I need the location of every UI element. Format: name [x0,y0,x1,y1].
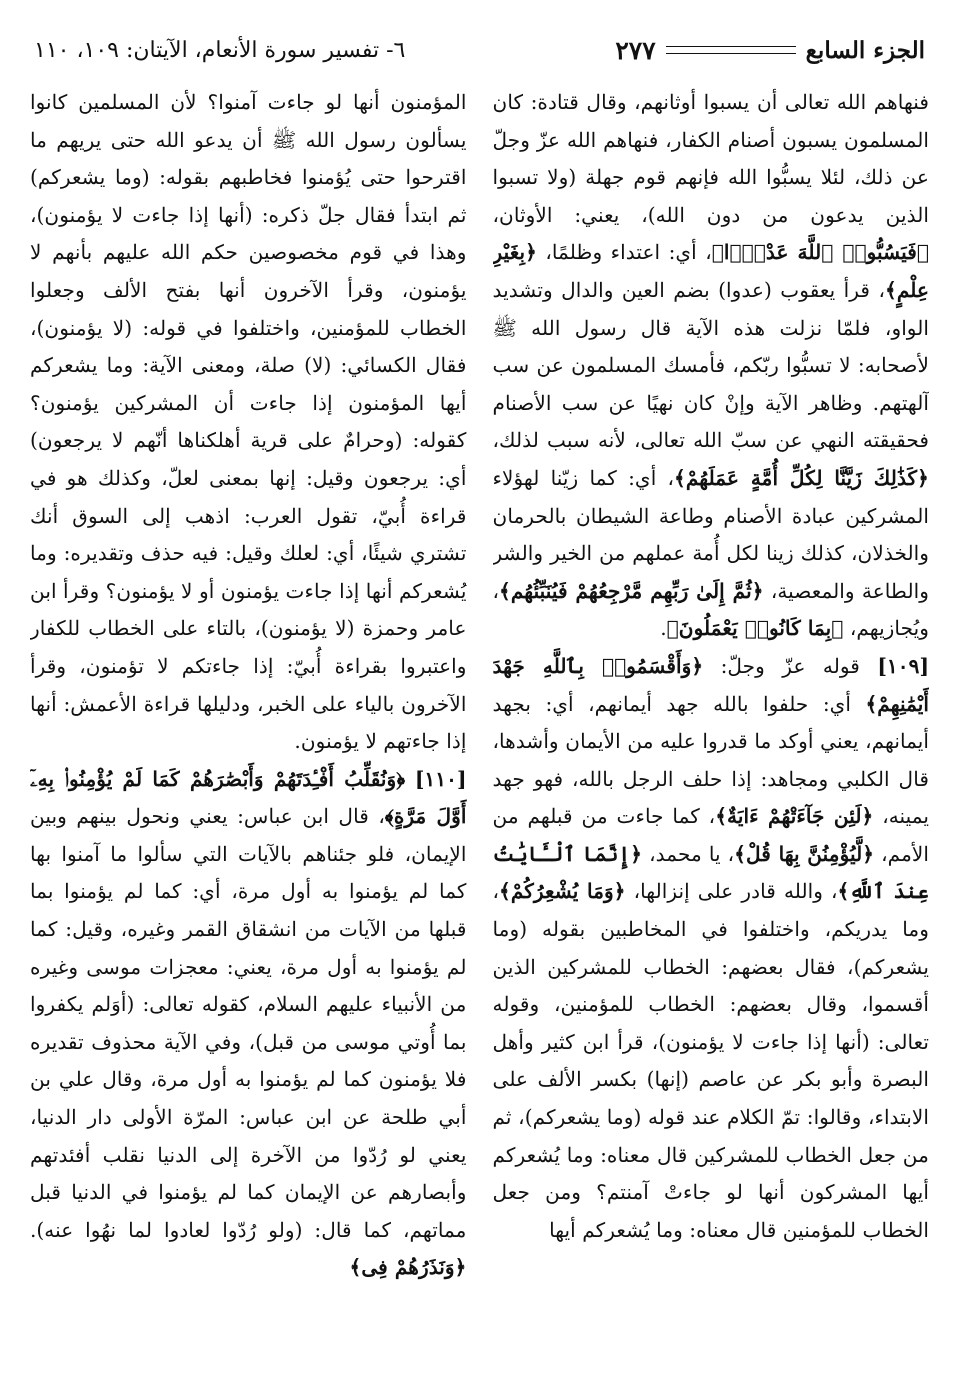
quran-verse: ﴿فَيَسُبُّوا۟ ٱللَّهَ عَدْوًۢا﴾ [711,240,929,265]
text-columns [30,84,929,1375]
quran-verse: ﴿وَمَا يُشْعِرُكُمْ﴾ [499,879,626,904]
quran-verse: ﴿ثُمَّ إِلَىٰ رَبِّهِم مَّرْجِعُهُمْ فَيُنَبِّئُهُم﴾ [499,578,764,603]
quran-verse: ﴿كَذَٰلِكَ زَيَّنَّا لِكُلِّ أُمَّةٍ عَمَلَهُمْ﴾ [674,465,929,490]
quran-verse: ﴿وَأَقْسَمُوا۟ بِٱللَّهِ جَهْدَ أَيْمَٰنِهِمْ﴾ [492,653,929,716]
header-double-rule [666,46,796,54]
chapter-title: ٦- تفسير سورة الأنعام، الآيتان: ١٠٩، ١١٠ [34,37,406,63]
quran-verse: ﴿وَنَذَرُهُمْ فِى﴾ [349,1255,467,1280]
paragraph: المؤمنون أنها لو جاءت آمنوا؟ لأن المسلمين كانوا يسألون رسول الله ﷺ أن يدعو الله حتى يريهم ما اقترحوا حتى يُؤمنوا فخاطبهم بقوله: (وما يشعركم) ثم ابتدأ فقال جلّ ذكره: (أنها إذا جاءت لا يؤمنون)، وهذا في قوم مخصوصين حكم الله عليهم بأنهم لا يؤمنون، وقرأ الآخرون أنها بفتح الألف وجعلوا الخطاب للمؤمنين، واختلفوا في قوله: (لا يؤمنون)، فقال الكسائي: (لا) صلة، ومعنى الآية: وما يشعركم أيها المؤمنون إذا جاءت أن المشركين يؤمنون؟ كقوله: (وحرامٌ على قرية أهلكناها أنّهم لا يرجعون) أي: يرجعون وقيل: إنها بمعنى لعلّ، وكذلك هو في قراءة أُبيّ، تقول العرب: اذهب إلى السوق أنك تشتري شيئًا، أي: لعلك وقيل: فيه حذف وتقديره: وما يُشعركم أنها إذا جاءت يؤمنون أو لا يؤمنون؟ وقرأ ابن عامر وحمزة (لا يؤمنون)، بالتاء على الخطاب للكفار واعتبروا بقراءة أُبيّ: إذا جاءتكم لا تؤمنون، وقرأ الآخرون بالياء على الخبر، ودليلها قراءة الأعمش: أنها إذا جاءتهم لا يؤمنون. [30,90,467,754]
quran-verse: ﴿بِمَا كَانُوا۟ يَعْمَلُونَ﴾ [666,616,844,641]
quran-verse: ﴿إِنَّمَا ٱلْـَٔايَٰتُ عِندَ ٱللَّهِ﴾ [492,841,929,904]
page-number: ٢٧٧ [615,35,656,65]
right-column [493,84,930,1375]
paragraph-109: [١٠٩] قوله عزّ وجلّ: ﴿وَأَقْسَمُوا۟ بِٱللَّهِ جَهْدَ أَيْمَٰنِهِمْ﴾ أي: حلفوا بالله جهد أيمانهم، أي: بجهد أيمانهم، يعني أوكد ما قدروا عليه من الأيمان وأشدها، قال الكلبي ومجاهد: إذا حلف الرجل بالله، فهو جهد يمينه، ﴿لَئِن جَآءَتْهُمْ ءَايَةٌ﴾، كما جاءت من قبلهم من الأمم، ﴿لَّيُؤْمِنُنَّ بِهَا قُلْ﴾، يا محمد، ﴿إِنَّمَا ٱلْـَٔايَٰتُ عِندَ ٱللَّهِ﴾، والله قادر على إنزالها، ﴿وَمَا يُشْعِرُكُمْ﴾، وما يدريكم، واختلفوا في المخاطبين بقوله (وما يشعركم)، فقال بعضهم: الخطاب للمشركين الذين أقسموا، وقال بعضهم: الخطاب للمؤمنين، وقوله تعالى: (أنها إذا جاءت لا يؤمنون)، قرأ ابن كثير وأهل البصرة وأبو بكر عن عاصم (إنها) بكسر الألف على الابتداء، وقالوا: تمّ الكلام عند قوله (وما يشعركم)، ثم من جعل الخطاب للمشركين قال معناه: وما يُشعركم أيها المشركون أنها لو جاءتْ آمنتم؟ ومن جعل الخطاب للمؤمنين قال معناه: وما يُشعركم أيها [492,653,929,1242]
verse-number: [١١٠] [414,766,467,791]
quran-verse: ﴿وَنُقَلِّبُ أَفْـِٔدَتَهُمْ وَأَبْصَٰرَهُمْ كَمَا لَمْ يُؤْمِنُوا۟ بِهِۦٓ أَوَّلَ مَرَّةٍ﴾ [30,766,467,829]
quran-verse: ﴿بِغَيْرِ عِلْمٍ﴾ [492,240,929,302]
left-column [30,84,467,1375]
juz-label: الجزء السابع [805,36,925,64]
running-header [34,30,925,70]
quran-verse: ﴿لَئِن جَآءَتْهُمْ ءَايَةٌ﴾ [715,804,874,829]
quran-verse: ﴿لَّيُؤْمِنُنَّ بِهَا قُلْ﴾ [734,841,875,866]
paragraph-110: [١١٠] ﴿وَنُقَلِّبُ أَفْـِٔدَتَهُمْ وَأَبْصَٰرَهُمْ كَمَا لَمْ يُؤْمِنُوا۟ بِهِۦٓ أَوَّلَ مَرَّةٍ﴾، قال ابن عباس: يعني ونحول بينهم وبين الإيمان، فلو جئناهم بالآيات التي سألوا ما آمنوا بها كما لم يؤمنوا به أول مرة، أي: كما لم يؤمنوا بما قبلها من الآيات من انشقاق القمر وغيره، وقيل: كما لم يؤمنوا به أول مرة، يعني: معجزات موسى وغيره من الأنبياء عليهم السلام، كقوله تعالى: (أوَلم يكفروا بما أُوتي موسى من قبل)، وفي الآية محذوف تقديره فلا يؤمنون كما لم يؤمنوا به أول مرة، وقال علي بن أبي طلحة عن ابن عباس: المرّة الأولى دار الدنيا، يعني لو رُدّوا من الآخرة إلى الدنيا نقلب أفئدتهم وأبصارهم عن الإيمان كما لم يؤمنوا في الدنيا قبل مماتهم، كما قال: (ولو رُدّوا لعادوا لما نهُوا عنه). ﴿وَنَذَرُهُمْ فِى﴾ [30,766,467,1280]
paragraph: فنهاهم الله تعالى أن يسبوا أوثانهم، وقال قتادة: كان المسلمون يسبون أصنام الكفار، فنهاهم الله عزّ وجلّ عن ذلك، لئلا يسبُّوا الله فإنهم قوم جهلة (ولا تسبوا الذين يدعون من دون الله)، يعني: الأوثان، ﴿فَيَسُبُّوا۟ ٱللَّهَ عَدْوًۢا﴾، أي: اعتداء وظلمًا، ﴿بِغَيْرِ عِلْمٍ﴾، قرأ يعقوب (عدوا) بضم العين والدال وتشديد الواو، فلمّا نزلت هذه الآية قال رسول الله ﷺ لأصحابه: لا تسبُّوا ربّكم، فأمسك المسلمون عن سب آلهتهم. وظاهر الآية وإنْ كان نهيًا عن سب الأصنام فحقيقته النهي عن سبّ الله تعالى، لأنه سبب لذلك، ﴿كَذَٰلِكَ زَيَّنَّا لِكُلِّ أُمَّةٍ عَمَلَهُمْ﴾، أي: كما زيّنا لهؤلاء المشركين عبادة الأصنام وطاعة الشيطان بالحرمان والخذلان، كذلك زينا لكل أُمة عملهم من الخير والشر والطاعة والمعصية، ﴿ثُمَّ إِلَىٰ رَبِّهِم مَّرْجِعُهُمْ فَيُنَبِّئُهُم﴾، ويُجازيهم، ﴿بِمَا كَانُوا۟ يَعْمَلُونَ﴾. [492,90,929,641]
verse-number: [١٠٩] [877,653,929,678]
